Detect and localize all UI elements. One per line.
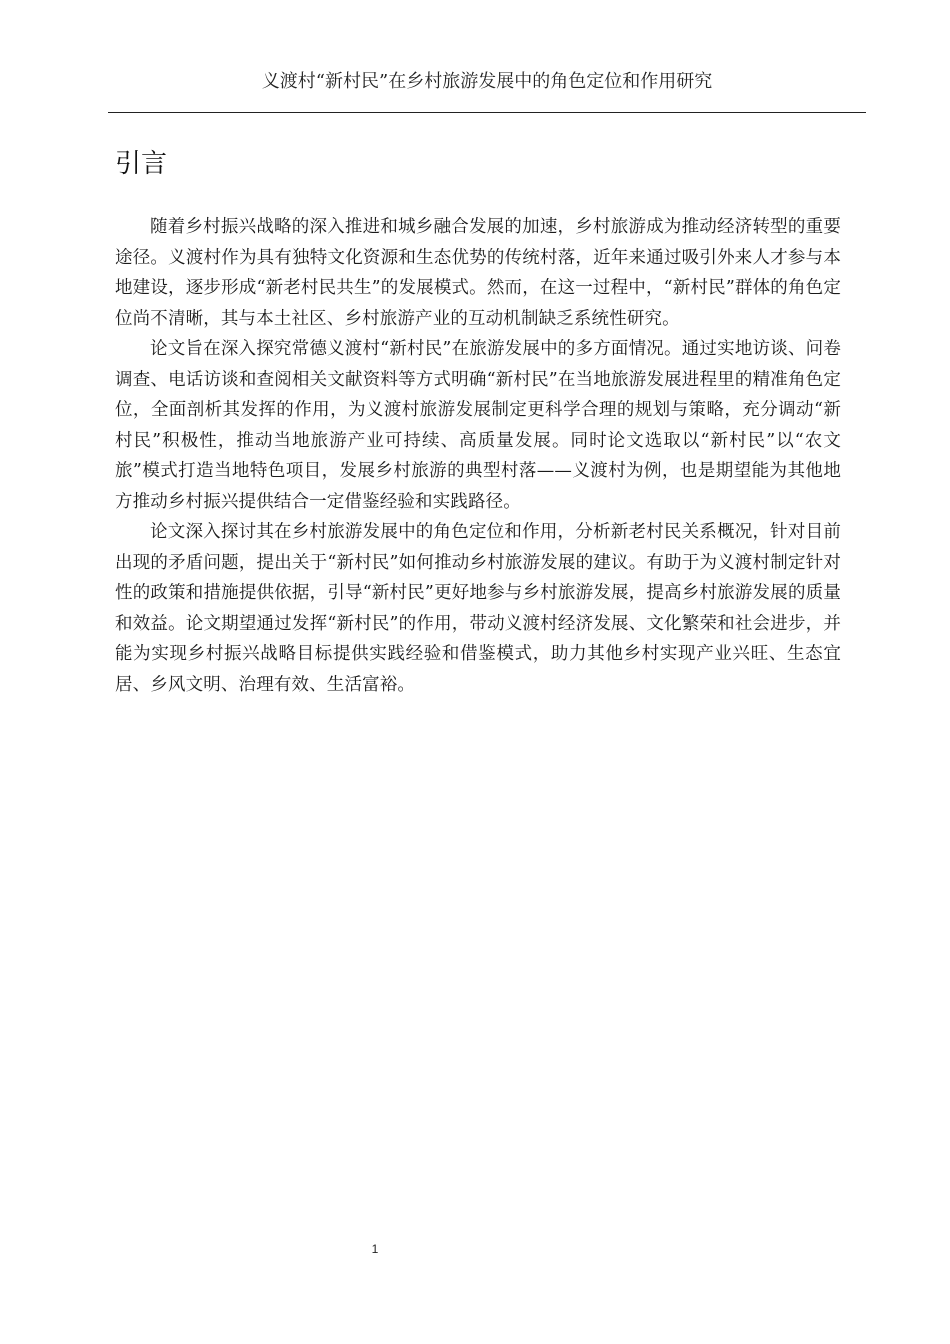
paragraph-1: 随着乡村振兴战略的深入推进和城乡融合发展的加速，乡村旅游成为推动经济转型的重要途径。义渡村作为具有独特文化资源和生态优势的传统村落，近年来通过吸引外来人才参与本地建设，逐步形成“新老村民共生”的发展模式。然而，在这一过程中，“新村民”群体的角色定位尚不清晰，其与本土社区、乡村旅游产业的互动机制缺乏系统性研究。 [115, 217, 841, 329]
paragraph-2: 论文旨在深入探究常德义渡村“新村民”在旅游发展中的多方面情况。通过实地访谈、问卷调查、电话访谈和查阅相关文献资料等方式明确“新村民”在当地旅游发展进程里的精准角色定位，全面剖析其发挥的作用，为义渡村旅游发展制定更科学合理的规划与策略，充分调动“新村民”积极性，推动当地旅游产业可持续、高质量发展。同时论文选取以“新村民”以“农文旅”模式打造当地特色项目，发展乡村旅游的典型村落——义渡村为例，也是期望能为其他地方推动乡村振兴提供结合一定借鉴经验和实践路径。 [115, 339, 841, 512]
section-heading: 引言 [115, 149, 168, 179]
running-header-title: 义渡村“新村民”在乡村旅游发展中的角色定位和作用研究 [261, 71, 713, 92]
body-text [115, 212, 841, 700]
paragraph-3: 论文深入探讨其在乡村旅游发展中的角色定位和作用，分析新老村民关系概况，针对目前出现的矛盾问题，提出关于“新村民”如何推动乡村旅游发展的建议。有助于为义渡村制定针对性的政策和措施提供依据，引导“新村民”更好地参与乡村旅游发展，提高乡村旅游发展的质量和效益。论文期望通过发挥“新村民”的作用，带动义渡村经济发展、文化繁荣和社会进步，并能为实现乡村振兴战略目标提供实践经验和借鉴模式，助力其他乡村实现产业兴旺、生态宜居、乡风文明、治理有效、生活富裕。 [115, 522, 841, 695]
page-number: 1 [371, 1242, 379, 1256]
header-divider [108, 112, 866, 113]
